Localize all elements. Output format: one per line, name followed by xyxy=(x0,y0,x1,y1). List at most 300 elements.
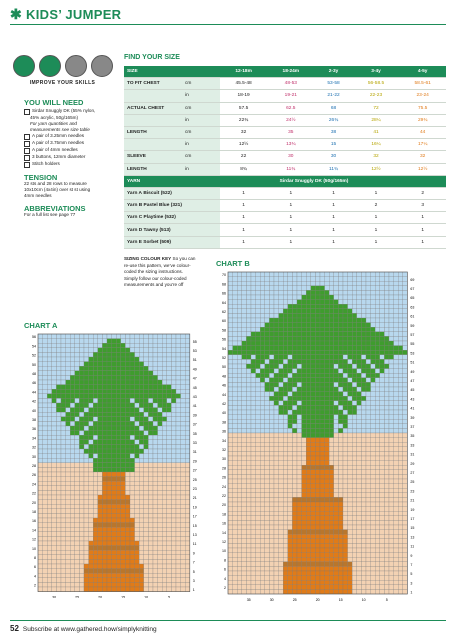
chart-cell xyxy=(389,511,394,516)
chart-cell xyxy=(315,382,320,387)
chart-cell xyxy=(329,465,334,470)
chart-cell xyxy=(292,461,297,466)
chart-cell xyxy=(242,272,247,277)
chart-cell xyxy=(329,323,334,328)
chart-cell xyxy=(380,378,385,383)
chart-cell xyxy=(84,431,89,436)
chart-cell xyxy=(233,396,238,401)
chart-cell xyxy=(371,562,376,567)
chart-cell xyxy=(121,421,126,426)
chart-cell xyxy=(348,580,353,585)
chart-cell xyxy=(148,541,153,546)
chart-cell xyxy=(84,513,89,518)
chart-cell xyxy=(398,442,403,447)
chart-cell xyxy=(162,532,167,537)
chart-cell xyxy=(139,362,144,367)
chart-cell xyxy=(274,465,279,470)
chart-cell xyxy=(144,504,149,509)
chart-cell xyxy=(79,477,84,482)
chart-cell xyxy=(260,451,265,456)
chart-cell xyxy=(185,523,190,528)
chart-cell xyxy=(135,555,140,560)
chart-cell xyxy=(366,272,371,277)
chart-cell xyxy=(334,589,339,594)
chart-cell xyxy=(38,394,43,399)
chart-cell xyxy=(315,553,320,558)
chart-cell xyxy=(98,334,103,339)
chart-cell xyxy=(338,534,343,539)
chart-cell xyxy=(366,479,371,484)
chart-cell xyxy=(398,309,403,314)
chart-cell xyxy=(228,323,233,328)
chart-cell xyxy=(394,396,399,401)
chart-cell xyxy=(233,313,238,318)
chart-cell xyxy=(403,350,408,355)
chart-cell xyxy=(121,509,126,514)
chart-cell xyxy=(394,304,399,309)
chart-cell xyxy=(233,530,238,535)
chart-cell xyxy=(265,479,270,484)
chart-cell xyxy=(251,511,256,516)
chart-cell xyxy=(116,403,121,408)
chart-cell xyxy=(325,336,330,341)
chart-cell xyxy=(125,398,130,403)
chart-cell xyxy=(246,433,251,438)
chart-cell xyxy=(269,295,274,300)
chart-cell xyxy=(394,585,399,590)
chart-cell xyxy=(297,447,302,452)
chart-cell xyxy=(343,566,348,571)
chart-cell xyxy=(403,557,408,562)
chart-cell xyxy=(329,580,334,585)
chart-cell xyxy=(279,507,284,512)
chart-cell xyxy=(38,362,43,367)
chart-cell xyxy=(398,286,403,291)
chart-cell xyxy=(66,541,71,546)
chart-cell xyxy=(311,585,316,590)
chart-cell xyxy=(158,573,163,578)
chart-cell xyxy=(279,571,284,576)
chart-cell xyxy=(274,516,279,521)
chart-cell xyxy=(274,424,279,429)
chart-cell xyxy=(52,371,57,376)
chart-cell xyxy=(311,511,316,516)
chart-cell xyxy=(384,461,389,466)
chart-cell xyxy=(311,516,316,521)
chart-cell xyxy=(348,392,353,397)
chart-cell xyxy=(265,281,270,286)
need-item xyxy=(24,140,124,147)
chart-cell xyxy=(144,366,149,371)
chart-cell xyxy=(125,362,130,367)
chart-cell xyxy=(403,447,408,452)
yarn-cell: 1 xyxy=(267,212,314,224)
chart-cell xyxy=(121,394,126,399)
chart-cell xyxy=(260,589,265,594)
chart-cell xyxy=(84,555,89,560)
chart-cell xyxy=(260,327,265,332)
chart-cell xyxy=(130,398,135,403)
chart-cell xyxy=(144,385,149,390)
chart-cell xyxy=(181,454,186,459)
chart-cell xyxy=(265,341,270,346)
chart-cell xyxy=(320,295,325,300)
chart-cell xyxy=(384,497,389,502)
chart-cell xyxy=(283,272,288,277)
chart-cell xyxy=(121,463,126,468)
chart-cell xyxy=(334,465,339,470)
chart-cell xyxy=(233,525,238,530)
chart-cell xyxy=(246,424,251,429)
chart-cell xyxy=(269,470,274,475)
chart-cell xyxy=(181,343,186,348)
chart-cell xyxy=(75,440,80,445)
chart-cell xyxy=(343,410,348,415)
chart-cell xyxy=(66,431,71,436)
chart-cell xyxy=(70,348,75,353)
chart-cell xyxy=(398,396,403,401)
chart-cell xyxy=(398,300,403,305)
chart-cell xyxy=(38,500,43,505)
chart-cell xyxy=(283,405,288,410)
row-number-left: 34 xyxy=(222,438,226,443)
chart-cell xyxy=(38,541,43,546)
chart-cell xyxy=(380,410,385,415)
chart-cell xyxy=(237,479,242,484)
chart-cell xyxy=(121,500,126,505)
chart-cell xyxy=(403,566,408,571)
chart-cell xyxy=(47,495,52,500)
chart-cell xyxy=(357,327,362,332)
chart-cell xyxy=(302,350,307,355)
chart-cell xyxy=(338,438,343,443)
chart-cell xyxy=(389,497,394,502)
chart-cell xyxy=(315,585,320,590)
chart-cell xyxy=(242,456,247,461)
chart-cell xyxy=(394,566,399,571)
chart-cell xyxy=(162,578,167,583)
chart-cell xyxy=(61,412,66,417)
chart-cell xyxy=(361,553,366,558)
chart-cell xyxy=(89,348,94,353)
chart-cell xyxy=(43,454,48,459)
chart-cell xyxy=(66,339,71,344)
chart-cell xyxy=(112,463,117,468)
need-item-text: A pair of 4mm needles xyxy=(32,147,78,152)
chart-cell xyxy=(389,396,394,401)
chart-cell xyxy=(371,525,376,530)
chart-cell xyxy=(265,359,270,364)
chart-cell xyxy=(98,435,103,440)
chart-cell xyxy=(79,343,84,348)
chart-cell xyxy=(398,474,403,479)
chart-cell xyxy=(251,392,256,397)
chart-cell xyxy=(260,373,265,378)
chart-cell xyxy=(325,364,330,369)
chart-cell xyxy=(315,295,320,300)
chart-cell xyxy=(361,332,366,337)
chart-cell xyxy=(56,582,61,587)
chart-cell xyxy=(144,348,149,353)
row-number-left: 48 xyxy=(222,374,226,379)
chart-cell xyxy=(171,495,176,500)
chart-cell xyxy=(171,435,176,440)
chart-cell xyxy=(343,465,348,470)
chart-cell xyxy=(52,550,57,555)
chart-cell xyxy=(325,318,330,323)
chart-cell xyxy=(102,523,107,528)
chart-cell xyxy=(135,385,140,390)
chart-cell xyxy=(361,562,366,567)
chart-cell xyxy=(274,428,279,433)
chart-cell xyxy=(171,339,176,344)
chart-cell xyxy=(320,576,325,581)
footer-text: Subscribe at www.gathered.how/simplyknitting xyxy=(22,626,157,633)
chart-cell xyxy=(125,412,130,417)
chart-cell xyxy=(139,421,144,426)
chart-cell xyxy=(311,465,316,470)
chart-cell xyxy=(320,424,325,429)
yarn-cell: 1 xyxy=(353,187,400,199)
chart-cell xyxy=(93,546,98,551)
chart-cell xyxy=(98,481,103,486)
chart-cell xyxy=(357,580,362,585)
chart-cell xyxy=(228,571,233,576)
chart-cell xyxy=(121,541,126,546)
chart-cell xyxy=(334,410,339,415)
chart-cell xyxy=(84,477,89,482)
chart-cell xyxy=(89,481,94,486)
chart-cell xyxy=(274,373,279,378)
chart-cell xyxy=(352,576,357,581)
row-number-left: 36 xyxy=(32,427,36,432)
chart-cell xyxy=(162,518,167,523)
chart-cell xyxy=(84,564,89,569)
chart-cell xyxy=(348,562,353,567)
chart-cell xyxy=(269,428,274,433)
chart-cell xyxy=(329,502,334,507)
chart-cell xyxy=(366,341,371,346)
chart-cell xyxy=(125,440,130,445)
chart-cell xyxy=(93,343,98,348)
chart-cell xyxy=(237,484,242,489)
chart-cell xyxy=(343,286,348,291)
chart-cell xyxy=(148,421,153,426)
chart-cell xyxy=(66,513,71,518)
chart-cell xyxy=(237,511,242,516)
chart-cell xyxy=(338,479,343,484)
chart-cell xyxy=(279,548,284,553)
chart-cell xyxy=(251,484,256,489)
chart-cell xyxy=(297,585,302,590)
chart-cell xyxy=(279,557,284,562)
chart-cell xyxy=(357,502,362,507)
chart-cell xyxy=(329,456,334,461)
chart-cell xyxy=(125,546,130,551)
chart-cell xyxy=(242,327,247,332)
chart-cell xyxy=(297,525,302,530)
chart-cell xyxy=(167,527,172,532)
chart-cell xyxy=(320,520,325,525)
chart-cell xyxy=(371,341,376,346)
row-number-left: 28 xyxy=(222,466,226,471)
chart-cell xyxy=(357,369,362,374)
chart-cell xyxy=(256,396,261,401)
chart-cell xyxy=(389,571,394,576)
chart-cell xyxy=(79,463,84,468)
chart-cell xyxy=(246,553,251,558)
chart-cell xyxy=(348,304,353,309)
chart-cell xyxy=(102,481,107,486)
chart-cell xyxy=(325,465,330,470)
chart-cell xyxy=(176,467,181,472)
chart-cell xyxy=(297,378,302,383)
size-cell: 32 xyxy=(220,126,267,138)
chart-cell xyxy=(375,493,380,498)
tension-text xyxy=(24,181,124,199)
chart-cell xyxy=(121,357,126,362)
chart-cell xyxy=(343,451,348,456)
chart-cell xyxy=(75,550,80,555)
chart-cell xyxy=(361,350,366,355)
chart-cell xyxy=(357,304,362,309)
chart-cell xyxy=(371,571,376,576)
chart-cell xyxy=(233,378,238,383)
chart-cell xyxy=(371,300,376,305)
chart-cell xyxy=(125,536,130,541)
chart-cell xyxy=(338,525,343,530)
chart-cell xyxy=(139,490,144,495)
chart-cell xyxy=(93,587,98,592)
chart-cell xyxy=(130,527,135,532)
chart-cell xyxy=(384,419,389,424)
chart-cell xyxy=(366,318,371,323)
chart-cell xyxy=(139,348,144,353)
chart-cell xyxy=(116,421,121,426)
chart-cell xyxy=(311,281,316,286)
chart-cell xyxy=(135,431,140,436)
chart-cell xyxy=(274,396,279,401)
chart-cell xyxy=(338,488,343,493)
chart-cell xyxy=(325,350,330,355)
chart-cell xyxy=(185,555,190,560)
chart-cell xyxy=(361,488,366,493)
chart-cell xyxy=(79,357,84,362)
chart-cell xyxy=(89,477,94,482)
row-number-right: 27 xyxy=(410,471,415,476)
chart-cell xyxy=(338,309,343,314)
chart-cell xyxy=(260,493,265,498)
chart-cell xyxy=(311,373,316,378)
chart-cell xyxy=(84,375,89,380)
chart-cell xyxy=(61,375,66,380)
chart-cell xyxy=(158,408,163,413)
chart-cell xyxy=(102,389,107,394)
chart-cell xyxy=(297,313,302,318)
chart-cell xyxy=(283,401,288,406)
chart-cell xyxy=(389,350,394,355)
chart-cell xyxy=(265,304,270,309)
chart-cell xyxy=(325,562,330,567)
chart-cell xyxy=(366,447,371,452)
chart-cell xyxy=(144,509,149,514)
chart-cell xyxy=(185,426,190,431)
chart-cell xyxy=(371,286,376,291)
chart-cell xyxy=(334,461,339,466)
chart-cell xyxy=(89,495,94,500)
chart-cell xyxy=(89,398,94,403)
chart-cell xyxy=(371,364,376,369)
chart-cell xyxy=(375,350,380,355)
chart-cell xyxy=(297,405,302,410)
chart-cell xyxy=(297,272,302,277)
chart-cell xyxy=(181,339,186,344)
size-cell: 11¾ xyxy=(314,163,352,175)
chart-cell xyxy=(66,394,71,399)
chart-cell xyxy=(260,447,265,452)
chart-cell xyxy=(246,401,251,406)
chart-cell xyxy=(361,442,366,447)
chart-cell xyxy=(43,555,48,560)
chart-cell xyxy=(84,334,89,339)
chart-cell xyxy=(251,300,256,305)
chart-cell xyxy=(139,412,144,417)
size-cell: 41 xyxy=(353,126,400,138)
chart-cell xyxy=(246,525,251,530)
chart-cell xyxy=(171,440,176,445)
chart-cell xyxy=(233,290,238,295)
chart-cell xyxy=(297,534,302,539)
chart-cell xyxy=(89,569,94,574)
chart-cell xyxy=(251,502,256,507)
chart-cell xyxy=(325,415,330,420)
chart-cell xyxy=(233,281,238,286)
chart-cell xyxy=(315,576,320,581)
chart-cell xyxy=(371,433,376,438)
chart-cell xyxy=(288,580,293,585)
chart-cell xyxy=(237,493,242,498)
chart-cell xyxy=(98,343,103,348)
chart-cell xyxy=(306,387,311,392)
chart-cell xyxy=(251,447,256,452)
chart-cell xyxy=(302,359,307,364)
row-number-left: 46 xyxy=(222,383,226,388)
chart-cell xyxy=(366,433,371,438)
chart-cell xyxy=(343,438,348,443)
chart-cell xyxy=(144,513,149,518)
chart-cell xyxy=(352,585,357,590)
chart-cell xyxy=(158,490,163,495)
chart-cell xyxy=(158,467,163,472)
row-number-right: 19 xyxy=(192,505,197,510)
chart-cell xyxy=(302,497,307,502)
chart-cell xyxy=(274,304,279,309)
chart-cell xyxy=(171,371,176,376)
chart-cell xyxy=(389,281,394,286)
chart-cell xyxy=(343,401,348,406)
chart-cell xyxy=(112,486,117,491)
chart-cell xyxy=(306,336,311,341)
chart-cell xyxy=(237,580,242,585)
chart-cell xyxy=(265,433,270,438)
chart-cell xyxy=(394,378,399,383)
chart-cell xyxy=(237,378,242,383)
chart-a-label: CHART A xyxy=(24,321,58,330)
chart-cell xyxy=(171,426,176,431)
chart-cell xyxy=(125,582,130,587)
chart-cell xyxy=(251,272,256,277)
chart-cell xyxy=(343,309,348,314)
